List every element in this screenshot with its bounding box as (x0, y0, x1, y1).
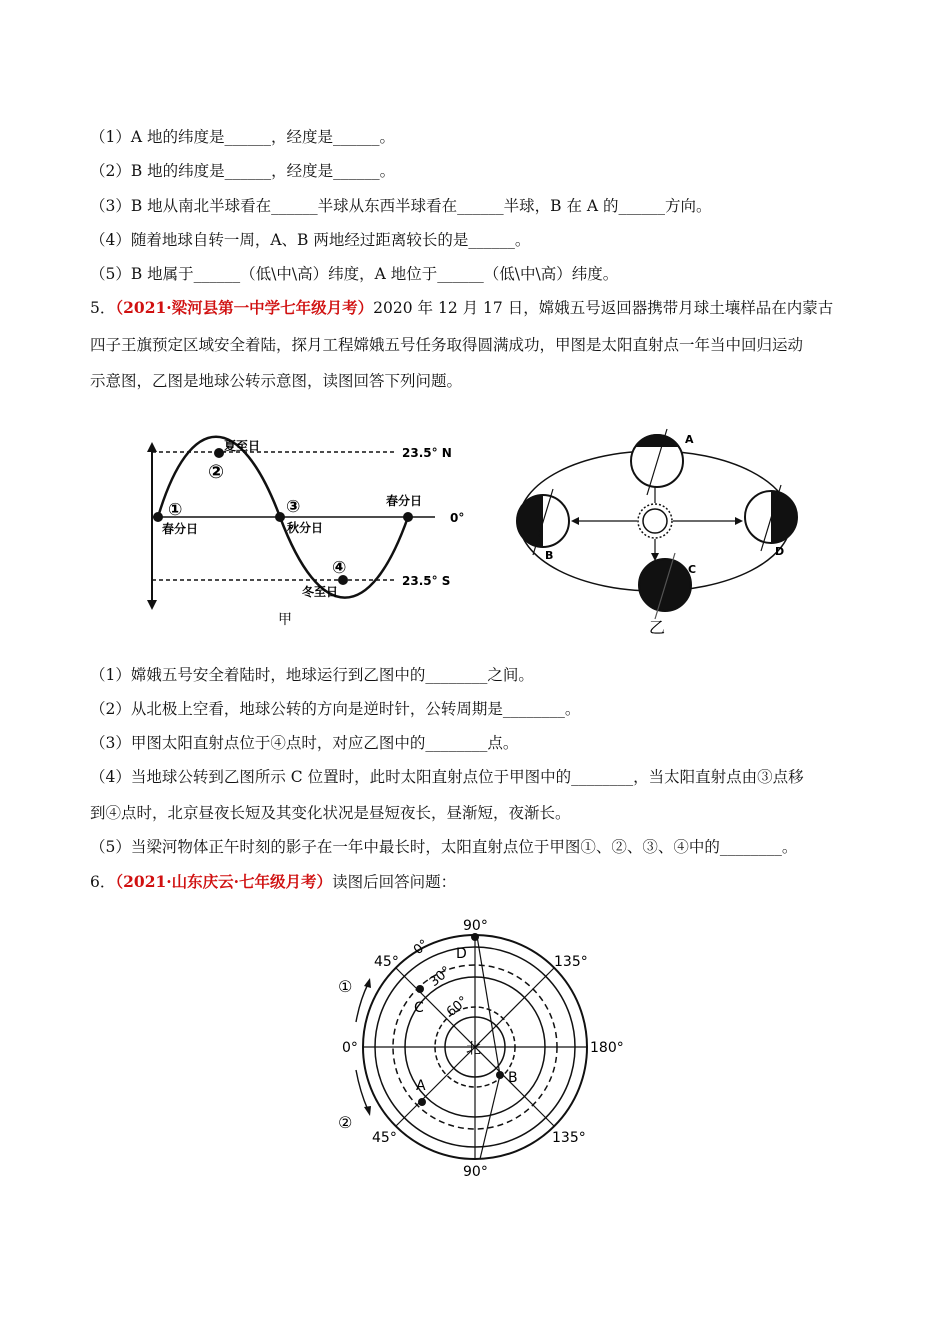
point-1-label: 春分日 (162, 522, 199, 536)
arrow-1 (356, 984, 368, 1022)
label-lat-60: 60° (443, 993, 472, 1020)
q4-item-4: （4）随着地球自转一周，A、B 两地经过距离较长的是______。 (90, 231, 531, 249)
label-lon-ll: 45° (372, 1130, 397, 1146)
q4-item-2: （2）B 地的纬度是______，经度是______。 (90, 162, 396, 180)
point-4-label: 冬至日 (302, 585, 339, 599)
q5-stem-line-3: 示意图，乙图是地球公转示意图，读图回答下列问题。 (90, 372, 463, 390)
arrow-1-label: ① (338, 977, 353, 996)
figure-yi (505, 425, 815, 640)
earth-b-night (517, 495, 543, 547)
label-lon-ur: 135° (554, 954, 588, 970)
figure-polar (330, 910, 630, 1180)
q5-item-2: （2）从北极上空看，地球公转的方向是逆时针，公转周期是________。 (90, 700, 581, 718)
label-lat-0: 0° (410, 936, 432, 958)
point-d (471, 933, 479, 941)
label-c: C (414, 1000, 424, 1016)
q5-item-1: （1）嫦娥五号安全着陆时，地球运行到乙图中的________之间。 (90, 666, 534, 684)
point-2 (214, 448, 224, 458)
figure-jia (140, 430, 490, 630)
earth-a-night (635, 434, 680, 447)
ray-right-arrow (735, 517, 743, 525)
point-1-num: ① (168, 500, 183, 520)
point-2-num: ② (208, 461, 225, 483)
label-equator: 0° (450, 511, 465, 525)
q4-item-1: （1）A 地的纬度是______，经度是______。 (90, 128, 395, 146)
label-north: 北 (466, 1039, 482, 1057)
q6-stem (90, 871, 870, 893)
point-b (496, 1071, 504, 1079)
label-lon-left: 0° (342, 1040, 358, 1056)
q5-item-4-line-1: （4）当地球公转到乙图所示 C 位置时，此时太阳直射点位于甲图中的________，当太阳直射点由③点移 (90, 768, 804, 786)
label-d: D (456, 946, 467, 962)
point-5 (403, 512, 413, 522)
q5-item-4-line-2: 到④点时，北京昼夜长短及其变化状况是昼短夜长，昼渐短，夜渐长。 (90, 804, 571, 822)
point-3-num: ③ (286, 497, 301, 517)
label-23s: 23.5° S (402, 574, 451, 588)
q6-source: （2021·山东庆云·七年级月考） (115, 872, 333, 891)
point-1 (153, 512, 163, 522)
label-lon-ul: 45° (374, 954, 399, 970)
label-d: D (775, 545, 785, 558)
q5-item-3: （3）甲图太阳直射点位于④点时，对应乙图中的________点。 (90, 734, 519, 752)
point-3 (275, 512, 285, 522)
point-4-num: ④ (332, 558, 347, 578)
y-axis-arrow-down (147, 600, 157, 610)
earth-d-night (771, 491, 797, 543)
label-b: B (508, 1070, 518, 1086)
label-lon-lr: 135° (552, 1130, 586, 1146)
q6-number: 6． (90, 873, 116, 891)
label-c: C (688, 563, 697, 576)
point-a (418, 1098, 426, 1106)
label-lon-right: 180° (590, 1040, 624, 1056)
point-2-label: 夏至日 (224, 439, 261, 453)
point-5-label: 春分日 (386, 494, 423, 508)
label-lat-30: 30° (426, 963, 455, 990)
label-23n: 23.5° N (402, 446, 452, 460)
figure-yi-caption: 乙 (649, 618, 666, 637)
label-lon-top: 90° (463, 918, 488, 934)
q6-stem-text: 读图后回答问题： (332, 873, 457, 891)
sun (643, 509, 667, 533)
q5-stem-line-1 (90, 297, 870, 319)
arrow-2-label: ② (338, 1113, 353, 1132)
q5-stem-text: 2020 年 12 月 17 日，嫦娥五号返回器携带月球土壤样品在内蒙古 (373, 299, 834, 317)
figure-jia-caption: 甲 (278, 612, 292, 628)
q5-stem-line-2: 四子王旗预定区域安全着陆，探月工程嫦娥五号任务取得圆满成功，甲图是太阳直射点一年当中回归运动 (90, 336, 804, 354)
q4-item-3: （3）B 地从南北半球看在______半球从东西半球看在______半球，B 在 A 的______方向。 (90, 197, 712, 215)
ray-left-arrow (571, 517, 579, 525)
label-b: B (545, 549, 554, 562)
label-a: A (685, 433, 694, 446)
q5-number: 5． (90, 299, 116, 317)
q4-item-5: （5）B 地属于______（低\中\高）纬度，A 地位于______（低\中\高）纬度。 (90, 265, 619, 283)
q5-source: （2021·梁河县第一中学七年级月考） (115, 298, 374, 317)
label-a: A (416, 1078, 426, 1094)
y-axis-arrow-up (147, 442, 157, 452)
arrow-1-head (364, 978, 371, 988)
q5-item-5: （5）当梁河物体正午时刻的影子在一年中最长时，太阳直射点位于甲图①、②、③、④中的________。 (90, 838, 798, 856)
label-lon-bottom: 90° (463, 1164, 488, 1180)
point-c (416, 985, 424, 993)
arrow-2-head (364, 1106, 371, 1116)
point-3-label: 秋分日 (287, 521, 324, 535)
